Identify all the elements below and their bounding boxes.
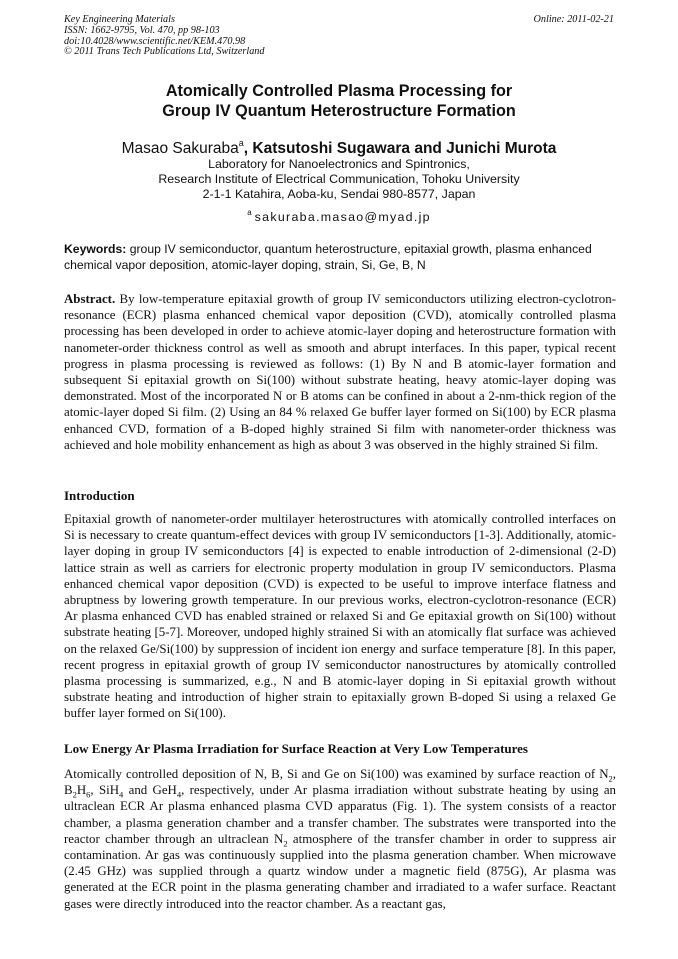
journal-header: [64, 15, 614, 58]
section-text-part: atmosphere of the transfer chamber in order to suppress air contamination. Ar gas was continuously supplied into the plasma generation chamber. When microwave (2.45 GHz) was supplied through a quartz window under a magnetic field (875G), Ar plasma was generated at the ECR point in the plasma generating chamber and irradiated to a wafer surface. Reactant gases were directly introduced into the reactor chamber. As a reactant gas,: [64, 831, 616, 911]
abstract-text: By low-temperature epitaxial growth of group IV semiconductors utilizing electron-cyclotron-resonance (ECR) plasma enhanced chemical vapor deposition (CVD), atomically controlled plasma processing has been developed in order to achieve atomic-layer doping and heterostructure formation with nanometer-order thickness control as well as smooth and abrupt interfaces. In this paper, typical recent progress in plasma processing is reviewed as follows: (1) By N and B atomic-layer formation and subsequent Si epitaxial growth on Si(100) without substrate heating, heavy atomic-layer doping was demonstrated. Most of the incorporated N or B atoms can be confined in about a 2-nm-thick region of the atomic-layer doped Si film. (2) Using an 84 % relaxed Ge buffer layer formed on Si(100) by ECR plasma enhanced CVD, formation of a B-doped highly strained Si film with nanometer-order thickness was achieved and hole mobility enhancement as high as about 3 was observed in the highly strained Si film.: [64, 292, 616, 452]
title-line-1: Atomically Controlled Plasma Processing for: [165, 82, 513, 100]
copyright: © 2011 Trans Tech Publications Ltd, Switzerland: [64, 46, 265, 58]
formula-n2: N: [274, 831, 284, 846]
formula-geh4: GeH: [152, 783, 177, 798]
email-address: sakuraba.masao@myad.jp: [254, 210, 431, 224]
journal-name: Key Engineering Materials: [64, 14, 175, 25]
conjunction: and: [123, 783, 153, 798]
title-line-2: Group IV Quantum Heterostructure Formation: [162, 102, 516, 120]
formula-sub: 2: [72, 789, 77, 800]
author-list: [40, 134, 638, 158]
section-text-part: , respectively, under Ar plasma irradiation without substrate heating by using an ultraclean ECR Ar plasma enhanced plasma CVD apparatus (Fig. 1). The system consists of a reactor chamber, a plasma generation chamber and a transfer chamber. The substrates were transported into the reactor chamber through an ultraclean: [64, 783, 616, 846]
separator: ,: [90, 783, 99, 798]
introduction-text: Epitaxial growth of nanometer-order multilayer heterostructures with atomically controlled interfaces on Si is necessary to create quantum-effect devices with group IV semiconductors [1-3]. Additionally, atomic-layer doping in group IV semiconductors [4] is expected to enable introduction of 2-dimensional (2-D) lattice strain as well as carriers for electronic property modulation in group IV semiconductors. Plasma enhanced chemical vapor deposition (CVD) is expected to be useful to improve interface flatness and abruptness by lowering growth temperature. In our previous works, electron-cyclotron-resonance (ECR) Ar plasma enhanced CVD has enabled strained or relaxed Si and Ge epitaxial growth on Si(100) without substrate heating [5-7]. Moreover, undoped highly strained Si with an atomically flat surface was achieved on the relaxed Ge/Si(100) by suppression of incident ion energy and surface temperature [8]. In this paper, recent progress in epitaxial growth of group IV semiconductor nanostructures by atomically controlled plasma processing is summarized, e.g., N and B atomic-layer doping in Si epitaxial growth without substrate heating and introduction of higher strain to epitaxially grown B-doped Si using a relaxed Ge buffer layer formed on Si(100).: [64, 512, 616, 721]
formula-sub: 6: [86, 789, 91, 800]
section-heading: Low Energy Ar Plasma Irradiation for Surface Reaction at Very Low Temperatures: [64, 741, 528, 756]
formula-sub: 4: [176, 789, 182, 800]
online-date: Online: 2011-02-21: [533, 14, 614, 25]
affiliation-line-2: Research Institute of Electrical Communication, Tohoku University: [158, 172, 520, 187]
email-line: [40, 208, 638, 224]
keywords-text: group IV semiconductor, quantum heterostructure, epitaxial growth, plasma enhanced chemical vapor deposition, atomic-layer doping, strain, Si, Ge, B, N: [64, 242, 592, 272]
affiliation-line-1: Laboratory for Nanoelectronics and Spintronics,: [208, 157, 470, 171]
affiliation: [40, 157, 638, 203]
formula-part: H: [76, 783, 87, 798]
issn: ISSN: 1662-9795, Vol. 470, pp 98-103: [64, 24, 220, 36]
section-text: [64, 766, 616, 912]
formula-sub: 2: [283, 838, 288, 849]
author-first-sup: a: [238, 138, 244, 148]
abstract-label: Abstract.: [64, 292, 116, 306]
separator: ,: [612, 767, 616, 781]
introduction-heading: Introduction: [64, 488, 135, 503]
affiliation-line-3: 2-1-1 Katahira, Aoba-ku, Sendai 980-8577, Japan: [202, 187, 476, 202]
formula-b2h6: B: [64, 783, 73, 798]
formula-sih4: SiH: [98, 783, 120, 798]
section-text-part: Atomically controlled deposition of N, B, Si and Ge on Si(100) was examined by surface reaction of: [64, 767, 600, 781]
doi: doi:10.4028/www.scientific.net/KEM.470.98: [64, 35, 246, 47]
formula-n2: N: [599, 767, 609, 781]
email-sup: a: [247, 208, 252, 217]
formula-sub: 4: [119, 789, 124, 800]
formula-sub: 2: [608, 773, 613, 784]
author-rest: , Katsutoshi Sugawara and Junichi Murota: [243, 140, 557, 157]
abstract: [64, 291, 616, 453]
keywords-label: Keywords:: [64, 242, 127, 256]
keywords: [64, 242, 616, 273]
paper-title: [40, 81, 638, 121]
author-first: Masao Sakuraba: [121, 140, 239, 157]
